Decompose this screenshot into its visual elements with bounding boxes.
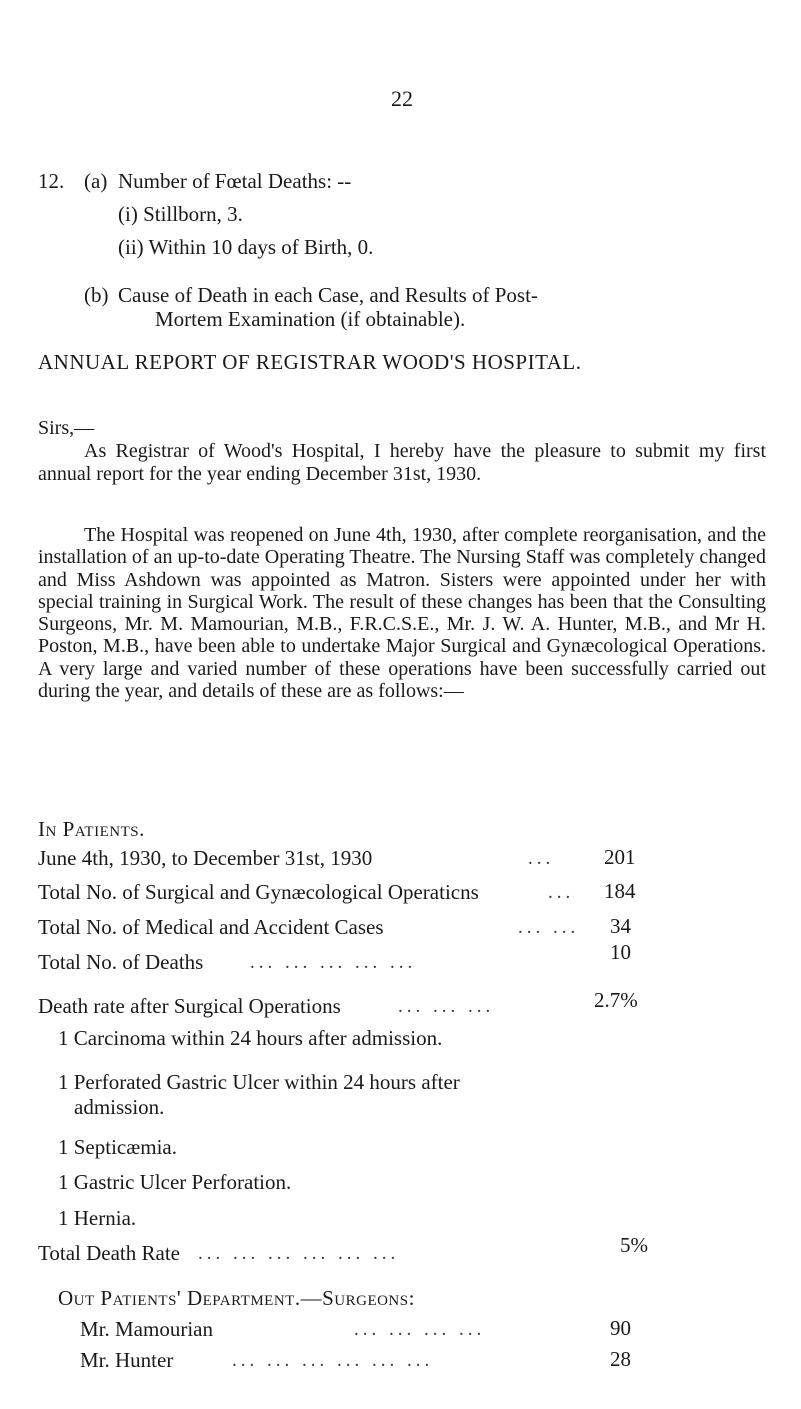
cause-item: 1 Perforated Gastric Ulcer within 24 hours after bbox=[58, 1070, 460, 1094]
leader-dots: ... ... ... bbox=[398, 996, 495, 1017]
paragraph-reorganisation: The Hospital was reopened on June 4th, 1930, after complete reorganisation, and the installation of an up-to-date Operating Theatre. The Nursing Staff was completely changed and Miss Ashdown was appointed as Matron. Sisters were appointed under her with special training in Surgical Work. The result of these changes has been that the Consulting Surgeons, Mr. M. Mamourian, M.B., F.R.C.S.E., Mr. J. W. A. Hunter, M.B., and Mr H. Poston, M.B., have been able to undertake Major Surgical and Gynæcological Operations. A very large and varied number of these operations have been successfully carried out during the year, and details of these are as follows:— bbox=[38, 524, 766, 703]
item-b-text-line1: Cause of Death in each Case, and Results of Post- bbox=[118, 283, 538, 307]
stat-row-label: Total No. of Medical and Accident Cases bbox=[38, 915, 384, 939]
item-b-text-line2: Mortem Examination (if obtainable). bbox=[155, 307, 466, 331]
salutation: Sirs,— bbox=[38, 417, 95, 439]
out-patients-heading: Out Patients' Department.—Surgeons: bbox=[58, 1286, 415, 1310]
leader-dots: ... ... ... ... ... ... bbox=[198, 1243, 400, 1264]
death-rate-value: 2.7% bbox=[594, 988, 638, 1012]
total-death-rate-value: 5% bbox=[620, 1233, 648, 1257]
surgeon-label: Mr. Mamourian bbox=[80, 1317, 213, 1341]
stat-row-value: 10 bbox=[610, 940, 631, 964]
report-heading: ANNUAL REPORT OF REGISTRAR WOOD'S HOSPITAL. bbox=[38, 350, 582, 374]
leader-dots: ... ... ... ... ... bbox=[250, 952, 417, 973]
cause-item: 1 Septicæmia. bbox=[58, 1135, 177, 1159]
leader-dots: ... bbox=[528, 848, 555, 869]
leader-dots: ... ... ... ... bbox=[354, 1319, 486, 1340]
stat-row-value: 184 bbox=[604, 879, 636, 903]
in-patients-heading: In Patients. bbox=[38, 817, 145, 841]
death-rate-label: Death rate after Surgical Operations bbox=[38, 994, 341, 1018]
item-ii-text: (ii) Within 10 days of Birth, 0. bbox=[118, 235, 374, 259]
surgeon-label: Mr. Hunter bbox=[80, 1348, 174, 1372]
cause-item: admission. bbox=[74, 1095, 165, 1119]
leader-dots: ... ... bbox=[518, 917, 580, 938]
cause-item: 1 Carcinoma within 24 hours after admission. bbox=[58, 1026, 443, 1050]
cause-item: 1 Gastric Ulcer Perforation. bbox=[58, 1170, 292, 1194]
leader-dots: ... bbox=[548, 882, 575, 903]
item-i-text: (i) Stillborn, 3. bbox=[118, 202, 243, 226]
surgeon-value: 90 bbox=[610, 1316, 631, 1340]
page-number: 22 bbox=[391, 86, 413, 111]
item-a-label: (a) bbox=[84, 169, 108, 193]
item-b-label: (b) bbox=[84, 283, 109, 307]
stat-row-value: 34 bbox=[610, 914, 631, 938]
stat-row-label: Total No. of Surgical and Gynæcological Operaticns bbox=[38, 880, 479, 904]
surgeon-value: 28 bbox=[610, 1347, 631, 1371]
total-death-rate-label: Total Death Rate bbox=[38, 1241, 180, 1265]
stat-row-label: Total No. of Deaths bbox=[38, 950, 204, 974]
paragraph-intro: As Registrar of Wood's Hospital, I hereby have the pleasure to submit my first annual report for the year ending December 31st, 1930. bbox=[38, 440, 766, 485]
item-a-text: Number of Fœtal Deaths: -- bbox=[118, 169, 352, 193]
stat-row-value: 201 bbox=[604, 845, 636, 869]
stat-row-label: June 4th, 1930, to December 31st, 1930 bbox=[38, 846, 373, 870]
cause-item: 1 Hernia. bbox=[58, 1206, 137, 1230]
section-number: 12. bbox=[38, 169, 65, 193]
leader-dots: ... ... ... ... ... ... bbox=[232, 1350, 434, 1371]
